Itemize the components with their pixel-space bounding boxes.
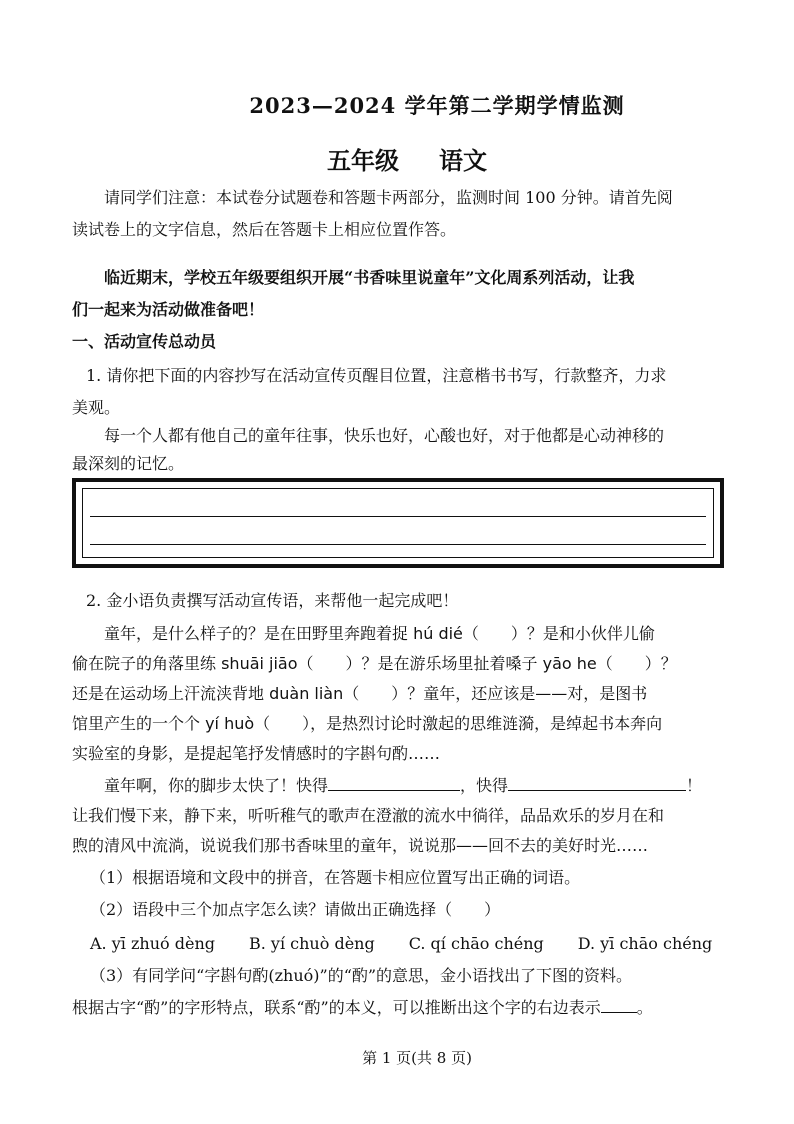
passage-2-start: 童年啊，你的脚步太快了！快得 — [104, 776, 329, 795]
sub-question-1: （1）根据语境和文段中的拼音，在答题卡相应位置写出正确的词语。 — [90, 868, 581, 887]
fill-blank-3[interactable] — [601, 994, 637, 1013]
option-d[interactable]: D. yī chāo chéng — [577, 934, 713, 953]
quote-line-2: 最深刻的记忆。 — [72, 454, 185, 473]
fill-blank-2[interactable] — [508, 772, 686, 791]
passage-2-line-3: 煦的清风中流淌，说说我们那书香味里的童年，说说那——回不去的美好时光…… — [72, 836, 649, 855]
quote-line-1: 每一个人都有他自己的童年往事，快乐也好，心酸也好，对于他都是心动神移的 — [104, 426, 665, 445]
fill-blank-1[interactable] — [328, 772, 460, 791]
option-a[interactable]: A. yī zhuó dèng — [90, 934, 215, 953]
passage-1-line-3: 还是在运动场上汗流浃背地 duàn liàn（ ）？童年，还应该是——对，是图书 — [72, 684, 648, 703]
subject-label: 语文 — [439, 146, 487, 175]
page-number: 第 1 页(共 8 页) — [362, 1049, 472, 1067]
option-c[interactable]: C. qí chāo chéng — [408, 934, 544, 953]
passage-1-line-1: 童年，是什么样子的？是在田野里奔跑着捉 hú dié（ ）？是和小伙伴儿偷 — [104, 624, 655, 643]
section-1-heading: 一、活动宣传总动员 — [72, 332, 217, 351]
sub-question-2: （2）语段中三个加点字怎么读？请做出正确选择（ ） — [90, 900, 501, 919]
passage-2-line-2: 让我们慢下来，静下来，听听稚气的歌声在澄澈的流水中徜徉，品品欢乐的岁月在和 — [72, 806, 665, 825]
passage-2-mid: ，快得 — [460, 776, 509, 795]
page-subtitle — [0, 141, 794, 176]
passage-2-line-1 — [72, 770, 752, 802]
passage-1-line-4: 馆里产生的一个个 yí huò（ ），是热烈讨论时激起的思维涟漪，是绰起书本奔向 — [72, 714, 663, 733]
sub-question-3-line-2: 根据古字“酌”的字形特点，联系“酌”的本义，可以推断出这个字的右边表示 。 — [72, 992, 752, 1024]
question-2: 2. 金小语负责撰写活动宣传语，来帮他一起完成吧！ — [86, 591, 459, 610]
passage-1-line-2: 偷在院子的角落里练 shuāi jiāo（ ）？是在游乐场里扯着嗓子 yāo he（ ）？ — [72, 654, 677, 673]
writing-line-2 — [90, 544, 706, 545]
page-title: 2023—2024 学年第二学期学情监测 — [249, 93, 625, 118]
grade-label: 五年级 — [327, 146, 399, 175]
writing-line-1 — [90, 516, 706, 517]
passage-1-line-5: 实验室的身影，是提起笔抒发情感时的字斟句酌…… — [72, 744, 441, 763]
notice-line-1: 请同学们注意：本试卷分试题卷和答题卡两部分，监测时间 100 分钟。请首先阅 — [104, 188, 673, 207]
frame-inner-border — [82, 488, 714, 558]
question-1-line-2: 美观。 — [72, 398, 121, 417]
notice-line-2: 读试卷上的文字信息，然后在答题卡上相应位置作答。 — [72, 220, 457, 239]
passage-2-end: ！ — [686, 776, 703, 795]
copy-writing-frame[interactable] — [72, 478, 724, 568]
intro-line-2: 们一起来为活动做准备吧！ — [72, 300, 265, 319]
sub-question-3-line-1: （3）有同学问“字斟句酌(zhuó)”的“酌”的意思，金小语找出了下图的资料。 — [90, 966, 633, 985]
question-1-line-1: 1. 请你把下面的内容抄写在活动宣传页醒目位置，注意楷书书写，行款整齐，力求 — [86, 366, 667, 385]
sub-question-3-text: 根据古字“酌”的字形特点，联系“酌”的本义，可以推断出这个字的右边表示 — [72, 998, 601, 1017]
option-b[interactable]: B. yí chuò dèng — [248, 934, 375, 953]
intro-line-1: 临近期末，学校五年级要组织开展“书香味里说童年”文化周系列活动，让我 — [104, 268, 635, 287]
choice-options — [90, 928, 770, 960]
